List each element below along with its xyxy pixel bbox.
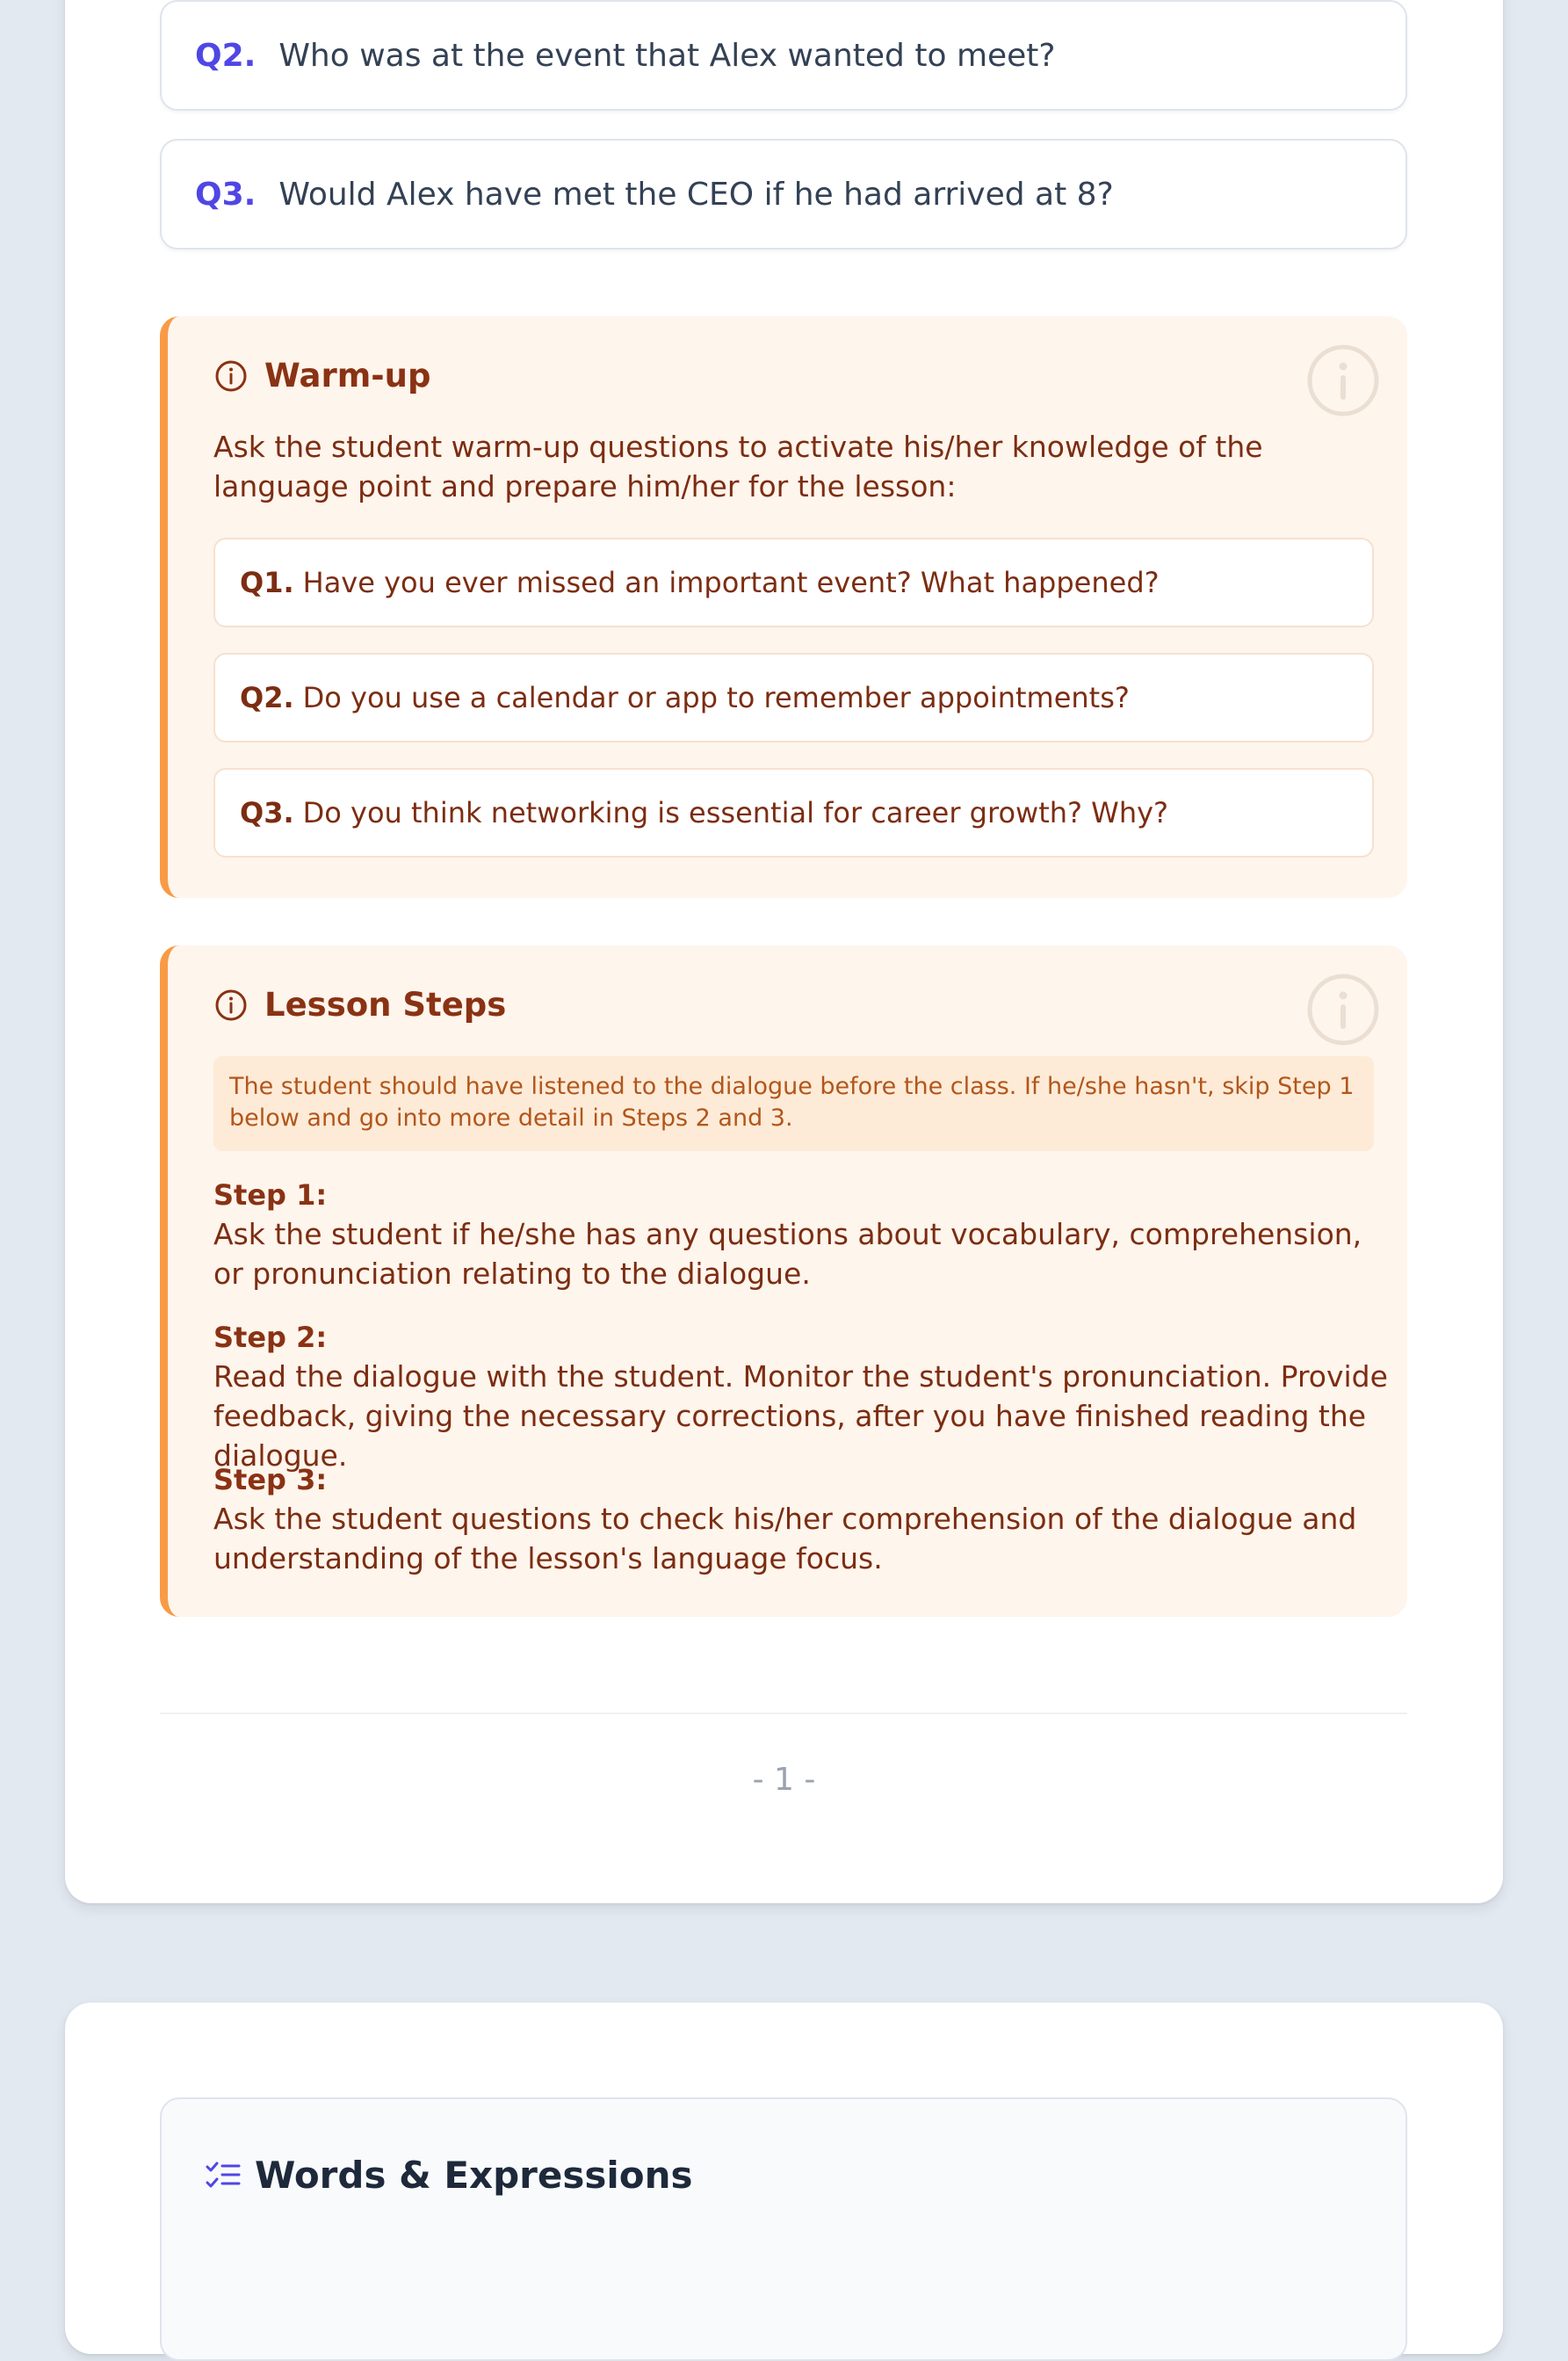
question-number: Q3. bbox=[240, 796, 294, 829]
lesson-step bbox=[213, 1318, 1391, 1475]
info-watermark-icon bbox=[1305, 972, 1381, 1051]
lesson-steps-header bbox=[213, 986, 506, 1024]
checklist-icon bbox=[206, 2161, 241, 2191]
comprehension-question-card bbox=[160, 0, 1407, 111]
question-text: Who was at the event that Alex wanted to meet? bbox=[278, 37, 1056, 74]
question-text: Do you think networking is essential for career growth? Why? bbox=[302, 796, 1169, 829]
lesson-steps-section bbox=[160, 945, 1407, 1617]
step-title: Step 3: bbox=[213, 1463, 328, 1496]
question-text: Would Alex have met the CEO if he had arrived at 8? bbox=[278, 176, 1114, 213]
question-text: Do you use a calendar or app to remember appointments? bbox=[302, 681, 1130, 714]
step-text: Ask the student questions to check his/her comprehension of the dialogue and understanding of the lesson's language focus. bbox=[213, 1502, 1357, 1575]
step-title: Step 2: bbox=[213, 1321, 328, 1354]
info-circle-icon bbox=[213, 988, 249, 1023]
warmup-title: Warm-up bbox=[264, 357, 431, 395]
question-number: Q2. bbox=[195, 37, 257, 74]
warmup-question bbox=[213, 653, 1374, 742]
info-circle-icon bbox=[213, 358, 249, 394]
words-title: Words & Expressions bbox=[255, 2154, 693, 2197]
page-number: - 1 - bbox=[752, 1762, 816, 1798]
lesson-steps-title: Lesson Steps bbox=[264, 986, 507, 1024]
lesson-step bbox=[213, 1460, 1391, 1578]
warmup-header bbox=[213, 357, 430, 395]
info-watermark-icon bbox=[1305, 343, 1381, 422]
comprehension-question-card bbox=[160, 139, 1407, 250]
lesson-tip: The student should have listened to the dialogue before the class. If he/she hasn't, skip Step 1 below and go into more detail in Steps 2 and 3. bbox=[213, 1056, 1374, 1151]
question-text: Have you ever missed an important event? What happened? bbox=[302, 566, 1160, 599]
step-text: Read the dialogue with the student. Monitor the student's pronunciation. Provide feedback, giving the necessary corrections, after you have finished reading the dialogue. bbox=[213, 1359, 1388, 1473]
warmup-question bbox=[213, 538, 1374, 627]
warmup-section bbox=[160, 316, 1407, 898]
words-header bbox=[206, 2154, 693, 2197]
footer-divider bbox=[160, 1713, 1407, 1714]
words-expressions-section bbox=[160, 2097, 1407, 2361]
warmup-intro: Ask the student warm-up questions to activate his/her knowledge of the language point and prepare him/her for the lesson: bbox=[213, 430, 1263, 503]
question-number: Q1. bbox=[240, 566, 294, 599]
question-number: Q3. bbox=[195, 176, 257, 213]
lesson-step bbox=[213, 1176, 1391, 1293]
question-number: Q2. bbox=[240, 681, 294, 714]
step-title: Step 1: bbox=[213, 1178, 328, 1212]
warmup-question bbox=[213, 768, 1374, 858]
step-text: Ask the student if he/she has any questions about vocabulary, comprehension, or pronunciation relating to the dialogue. bbox=[213, 1217, 1362, 1291]
